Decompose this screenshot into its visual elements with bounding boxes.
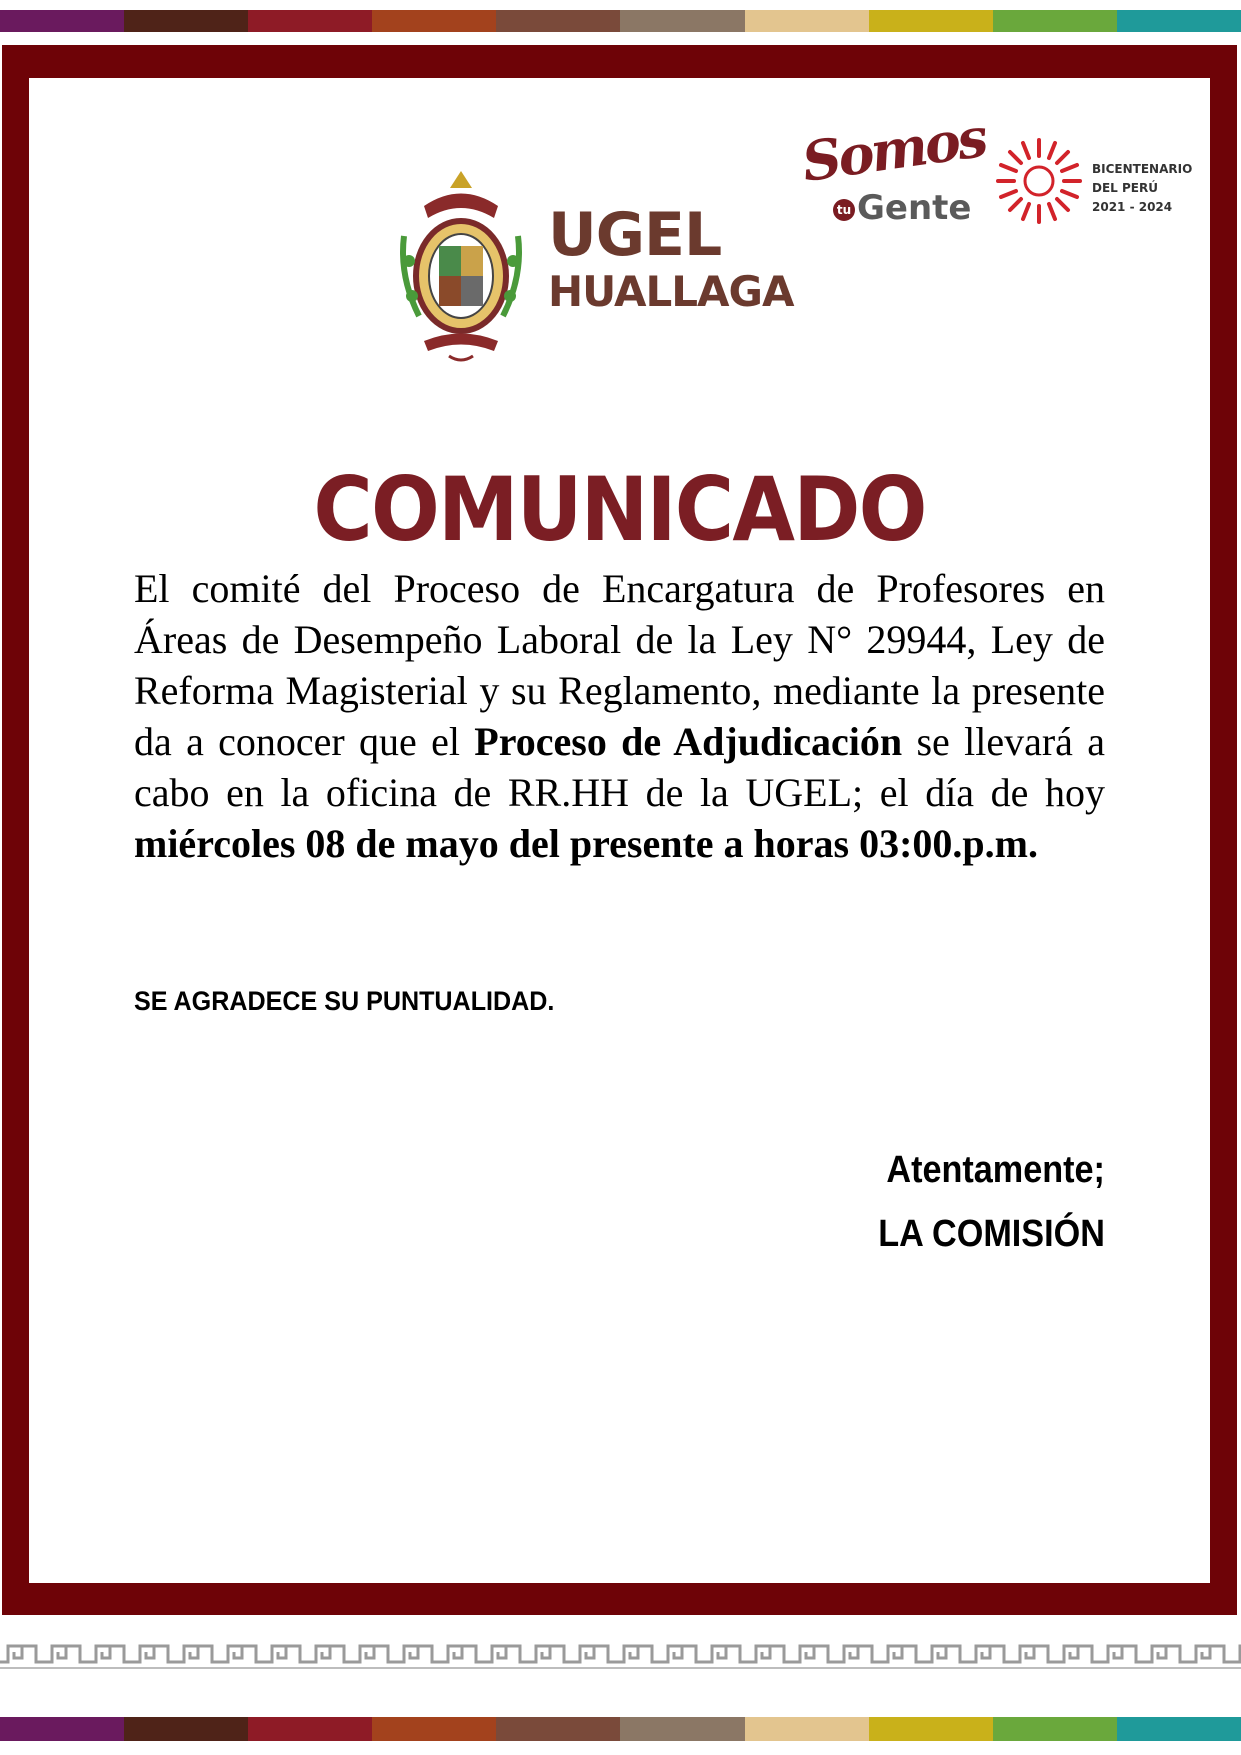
bicentenario-text [1092, 160, 1192, 217]
thanks-note: SE AGRADECE SU PUNTUALIDAD. [134, 986, 555, 1016]
slogan-word2: Gente [857, 188, 972, 228]
decorative-border-pattern [0, 1632, 1241, 1674]
slogan-word1: Somos [798, 105, 989, 194]
body-text-part1: El comité del Proceso de Encargatura de Profesores en Áreas de Desempeño Laboral de la Ley N° 29944, Ley de Reforma Magisterial y su Reglamento, mediante la presente da a conocer que el [134, 566, 1105, 764]
bicentenario-line1: BICENTENARIO [1092, 162, 1193, 176]
slogan-tu: tu [833, 199, 855, 221]
coat-of-arms-icon [394, 166, 529, 366]
body-paragraph [134, 563, 1105, 869]
document-page [29, 78, 1210, 1583]
bicentenario-line2: DEL PERÚ [1092, 181, 1158, 195]
bicentenario-line3: 2021 - 2024 [1092, 200, 1173, 214]
header-logos [29, 78, 1210, 408]
body-text-part2: se llevará a cabo en la oficina de RR.HH de la UGEL; el día de hoy [134, 719, 1105, 815]
body-text-bold2: miércoles 08 de mayo del presente a horas 03:00.p.m. [134, 821, 1038, 866]
closing-block [878, 1138, 1105, 1266]
slogan-line2 [833, 188, 991, 228]
institution-line1: UGEL [548, 200, 722, 270]
document-title: COMUNICADO [313, 458, 926, 561]
institution-line2: HUALLAGA [548, 267, 794, 316]
slogan-logo [798, 105, 991, 228]
closing-salutation: Atentamente; [886, 1149, 1105, 1191]
document-frame [2, 45, 1237, 1615]
institution-name [548, 200, 794, 316]
body-text-bold1: Proceso de Adjudicación [474, 719, 903, 764]
top-color-stripe [0, 10, 1241, 32]
signature: LA COMISIÓN [878, 1213, 1105, 1255]
bicentenario-logo-icon [994, 136, 1084, 226]
bottom-color-stripe [0, 1717, 1241, 1741]
